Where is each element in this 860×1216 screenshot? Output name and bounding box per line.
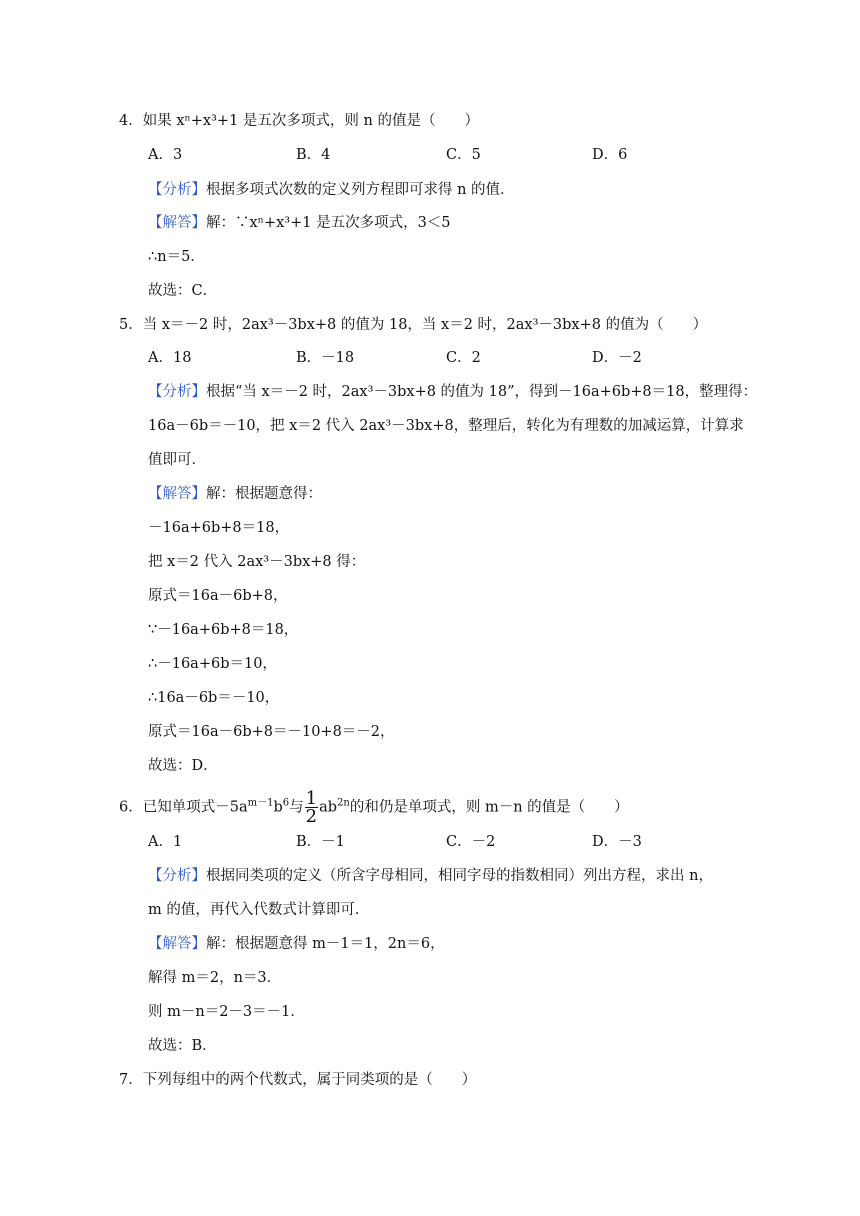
option-a: A．1 (148, 834, 183, 850)
analysis-line (148, 180, 515, 200)
option-c: C．－2 (446, 834, 496, 850)
solution-step: 解得 m＝2，n＝3． (148, 970, 282, 986)
choice-result: 故选：C． (148, 283, 218, 299)
option-d: D．6 (592, 147, 628, 163)
analysis-tag: 【分析】 (148, 868, 206, 884)
answer-text: 解：根据题意得 m－1＝1，2n＝6， (206, 936, 445, 952)
choice-result: 故选：B． (148, 1038, 217, 1054)
analysis-line (148, 866, 713, 886)
analysis-text: 根据多项式次数的定义列方程即可求得 n 的值． (206, 182, 515, 198)
choice-result: 故选：D． (148, 758, 218, 774)
solution-step: －16a+6b+8＝18， (148, 520, 290, 536)
analysis-line (148, 382, 757, 402)
answer-text: 解：根据题意得： (206, 486, 322, 502)
question-6-stem: 6．已知单项式$-5a^{m-1}b^6$与 $\frac{1}{2}$ $ab^{2n}$的和仍是单项式，则 m－n 的值是（ ） (119, 788, 629, 827)
solution-step: ∴n＝5． (148, 249, 205, 265)
analysis-text: 根据同类项的定义（所含字母相同，相同字母的指数相同）列出方程，求出 n， (206, 868, 713, 884)
answer-text: 解：∵xⁿ+x³+1 是五次多项式，3＜5 (206, 215, 451, 231)
option-d: D．－3 (592, 834, 642, 850)
answer-tag: 【解答】 (148, 486, 206, 502)
question-7-stem: 7．下列每组中的两个代数式，属于同类项的是（ ） (119, 1072, 477, 1088)
answer-line (148, 934, 445, 954)
answer-tag: 【解答】 (148, 936, 206, 952)
analysis-tag: 【分析】 (148, 384, 206, 400)
analysis-text-continued: 值即可． (148, 452, 206, 468)
option-a: A．3 (148, 147, 183, 163)
analysis-text-continued: 16a－6b＝－10，把 x＝2 代入 2ax³－3bx+8，整理后，转化为有理数的加减运算，计算求 (148, 418, 744, 434)
fraction: $\frac{1}{2}$ (305, 788, 318, 827)
option-d: D．－2 (592, 350, 642, 366)
option-b: B．4 (296, 147, 331, 163)
solution-step: ∵－16a+6b+8＝18， (148, 622, 299, 638)
solution-step: 原式＝16a－6b+8＝－10+8＝－2， (148, 724, 395, 740)
option-c: C．2 (446, 350, 481, 366)
solution-step: 把 x＝2 代入 2ax³－3bx+8 得： (148, 554, 366, 570)
option-b: B．－18 (296, 350, 355, 366)
analysis-text: 根据“当 x＝－2 时，2ax³－3bx+8 的值为 18”，得到－16a+6b+8＝18，整理得： (206, 384, 758, 400)
answer-tag: 【解答】 (148, 215, 206, 231)
option-c: C．5 (446, 147, 481, 163)
option-b: B．－1 (296, 834, 345, 850)
solution-step: 原式＝16a－6b+8， (148, 588, 288, 604)
solution-step: ∴－16a+6b＝10， (148, 656, 277, 672)
analysis-tag: 【分析】 (148, 182, 206, 198)
option-a: A．18 (148, 350, 192, 366)
question-4-stem: 4．如果 xⁿ+x³+1 是五次多项式，则 n 的值是（ ） (119, 113, 479, 129)
analysis-text-continued: m 的值，再代入代数式计算即可． (148, 902, 370, 918)
solution-step: 则 m－n＝2－3＝－1． (148, 1004, 305, 1020)
answer-line (148, 484, 322, 504)
solution-step: ∴16a－6b＝－10， (148, 690, 280, 706)
question-5-stem: 5．当 x＝－2 时，2ax³－3bx+8 的值为 18，当 x＝2 时，2ax³－3bx+8 的值为（ ） (119, 317, 708, 333)
answer-line (148, 213, 451, 233)
